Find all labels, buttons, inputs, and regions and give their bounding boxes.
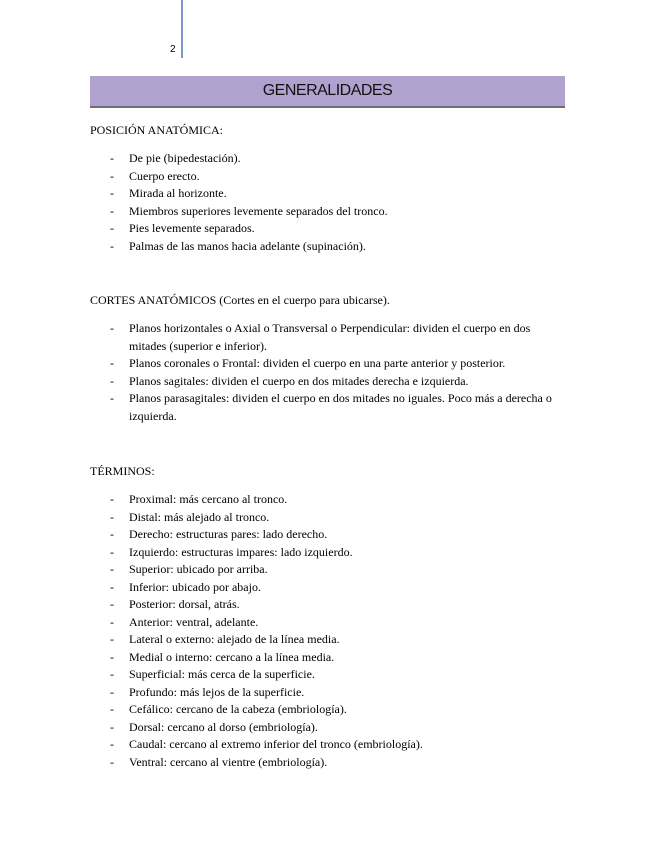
list-item: - Pies levemente separados.: [90, 220, 570, 238]
section-heading-terminos: TÉRMINOS:: [90, 464, 155, 478]
list-item: - Planos parasagitales: dividen el cuerpo en dos mitades no iguales. Poco más a derecha o izquierda.: [90, 390, 570, 425]
list-item: - Dorsal: cercano al dorso (embriología).: [90, 719, 570, 737]
list-item: - Posterior: dorsal, atrás.: [90, 596, 570, 614]
list-terminos: [90, 491, 570, 771]
list-item: - Profundo: más lejos de la superficie.: [90, 684, 570, 702]
list-item: - Proximal: más cercano al tronco.: [90, 491, 570, 509]
section-heading-posicion: POSICIÓN ANATÓMICA:: [90, 123, 224, 137]
section-heading-cortes: CORTES ANATÓMICOS (Cortes en el cuerpo para ubicarse).: [90, 293, 390, 307]
list-item: - Cuerpo erecto.: [90, 168, 570, 186]
list-item: - Anterior: ventral, adelante.: [90, 614, 570, 632]
list-item: - Inferior: ubicado por abajo.: [90, 579, 570, 597]
list-item: - Planos horizontales o Axial o Transversal o Perpendicular: dividen el cuerpo en dos mitades (superior e inferior).: [90, 320, 570, 355]
list-item: - Superior: ubicado por arriba.: [90, 561, 570, 579]
list-item: - Planos sagitales: dividen el cuerpo en dos mitades derecha e izquierda.: [90, 373, 570, 391]
header-margin-line: [181, 0, 183, 58]
list-item: - Miembros superiores levemente separados del tronco.: [90, 203, 570, 221]
list-item: - Ventral: cercano al vientre (embriología).: [90, 754, 570, 772]
page-number: 2: [170, 44, 176, 55]
title-banner: [90, 76, 565, 108]
list-item: - Medial o interno: cercano a la línea media.: [90, 649, 570, 667]
list-item: - Lateral o externo: alejado de la línea media.: [90, 631, 570, 649]
list-item: - Planos coronales o Frontal: dividen el cuerpo en una parte anterior y posterior.: [90, 355, 570, 373]
list-item: - Caudal: cercano al extremo inferior del tronco (embriología).: [90, 736, 570, 754]
list-item: - De pie (bipedestación).: [90, 150, 570, 168]
list-item: - Derecho: estructuras pares: lado derecho.: [90, 526, 570, 544]
list-item: - Izquierdo: estructuras impares: lado izquierdo.: [90, 544, 570, 562]
list-item: - Cefálico: cercano de la cabeza (embriología).: [90, 701, 570, 719]
list-cortes: [90, 320, 570, 425]
list-item: - Palmas de las manos hacia adelante (supinación).: [90, 238, 570, 256]
list-item: - Distal: más alejado al tronco.: [90, 509, 570, 527]
list-posicion: [90, 150, 570, 255]
list-item: - Superficial: más cerca de la superficie.: [90, 666, 570, 684]
list-item: - Mirada al horizonte.: [90, 185, 570, 203]
page-title: GENERALIDADES: [262, 82, 393, 99]
